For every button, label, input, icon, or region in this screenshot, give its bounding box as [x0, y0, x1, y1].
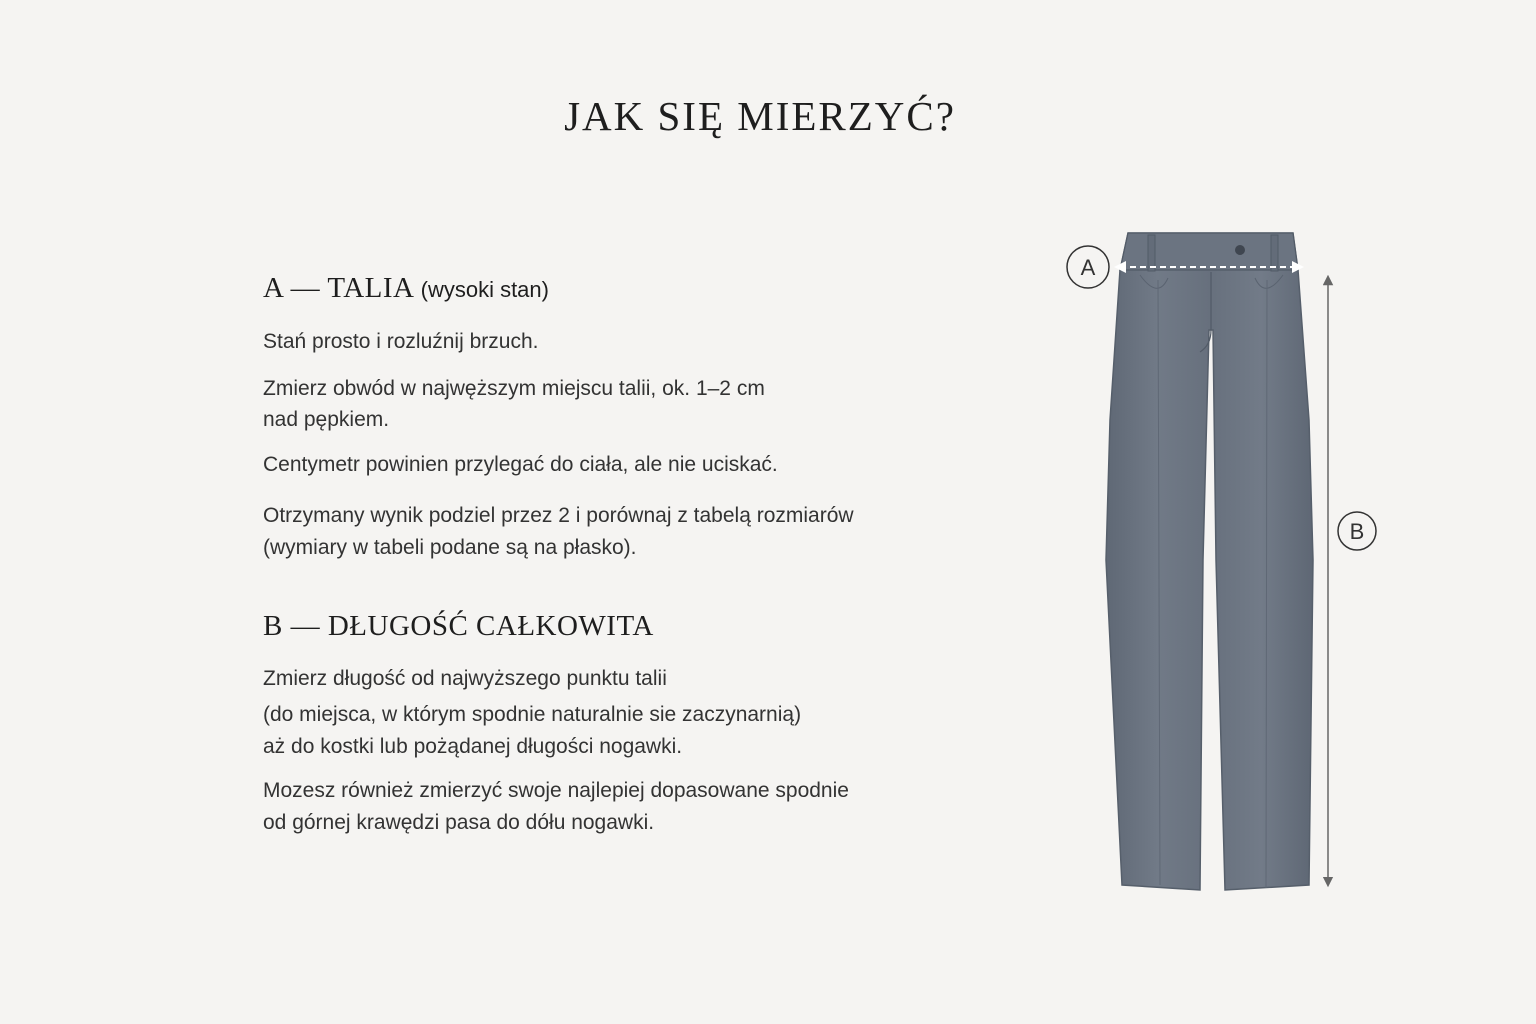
section-a-line-5: Otrzymany wynik podziel przez 2 i porównaj z tabelą rozmiarów [263, 504, 854, 527]
marker-a-label: A [1080, 255, 1096, 280]
section-a-line-1: Stań prosto i rozluźnij brzuch. [263, 330, 539, 353]
marker-b-label: B [1349, 519, 1365, 544]
section-a-line-6: (wymiary w tabeli podane są na płasko). [263, 536, 637, 559]
belt-loop-right [1271, 235, 1278, 271]
belt-loop-left [1148, 235, 1155, 271]
section-a-heading [263, 272, 549, 305]
section-b-line-5: od górnej krawędzi pasa do dółu nogawki. [263, 811, 655, 834]
trousers-illustration-icon [1050, 220, 1390, 910]
section-b-line-3: aż do kostki lub pożądanej długości nogawki. [263, 735, 683, 758]
section-a-heading-suffix: (wysoki stan) [420, 277, 549, 302]
section-b-line-4: Mozesz również zmierzyć swoje najlepiej dopasowane spodnie [263, 779, 849, 802]
section-a-line-2: Zmierz obwód w najwęższym miejscu talii, ok. 1–2 cm [263, 377, 765, 400]
section-a-line-3: nad pępkiem. [263, 408, 390, 431]
trousers-button-icon [1235, 245, 1245, 255]
section-b-heading: B — DŁUGOŚĆ CAŁKOWITA [263, 610, 654, 642]
section-b-line-1: Zmierz długość od najwyższego punktu talii [263, 667, 667, 690]
section-a-line-4: Centymetr powinien przylegać do ciała, ale nie uciskać. [263, 453, 778, 476]
trousers-figure [1050, 220, 1390, 910]
trousers-body [1106, 233, 1313, 890]
page-title: JAK SIĘ MIERZYĆ? [564, 93, 956, 139]
section-a-heading-text: A — TALIA [263, 272, 413, 304]
section-b-line-2: (do miejsca, w którym spodnie naturalnie sie zaczynarnią) [263, 703, 802, 726]
